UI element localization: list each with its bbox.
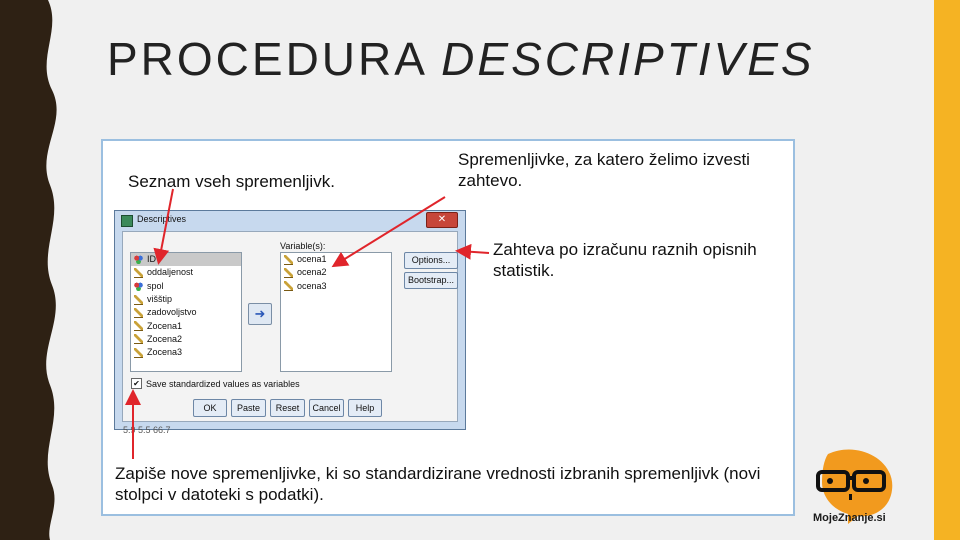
variable-label: višštip: [147, 294, 173, 305]
target-list-label: Variable(s):: [280, 241, 326, 251]
options-button[interactable]: Options...: [404, 252, 458, 269]
cancel-button[interactable]: Cancel: [309, 399, 344, 417]
save-standardized-label: Save standardized values as variables: [146, 378, 300, 389]
variable-label: ID: [147, 254, 156, 265]
annotation-arrows: [103, 141, 793, 514]
annotation-variable-list: Seznam vseh spremenljivk.: [128, 172, 335, 191]
variable-label: zadovoljstvo: [147, 307, 197, 318]
title-plain: PROCEDURA: [107, 33, 426, 85]
variable-label: ocena3: [297, 280, 327, 291]
annotation-target-variables: Spremenljivke, za katero želimo izvesti zahtevo.: [458, 150, 750, 190]
partial-data-row: 5.9 5.5 66.7: [123, 425, 171, 435]
logo-text: MojeZnanje.si: [813, 512, 886, 524]
variable-label: Zocena3: [147, 347, 183, 358]
variable-label: oddaljenost: [147, 267, 194, 278]
annotation-save-standardized: Zapiše nove spremenljivke, ki so standardizirane vrednosti izbranih spremenljivk (novi stolpci v datoteki s podatki).: [115, 464, 761, 504]
annotation-options: Zahteva po izračunu raznih opisnih statistik.: [493, 240, 757, 280]
arrow-to-options: [459, 251, 489, 253]
variable-label: Zocena1: [147, 320, 183, 331]
arrow-to-target-list: [335, 197, 445, 265]
decorative-right-band: [934, 0, 960, 540]
variable-label: Zocena2: [147, 333, 183, 344]
close-icon[interactable]: ✕: [426, 212, 458, 228]
ok-button[interactable]: OK: [193, 399, 227, 417]
decorative-left-band: [0, 0, 70, 540]
paste-button[interactable]: Paste: [231, 399, 266, 417]
variable-label: spol: [147, 280, 164, 291]
reset-button[interactable]: Reset: [270, 399, 305, 417]
bootstrap-button[interactable]: Bootstrap...: [404, 272, 458, 289]
title-italic: DESCRIPTIVES: [441, 33, 815, 85]
dialog-title: Descriptives: [137, 214, 187, 224]
variable-label: ocena1: [297, 254, 327, 265]
move-right-arrow-icon[interactable]: ➜: [248, 303, 272, 325]
variable-label: ocena2: [297, 267, 327, 278]
help-button[interactable]: Help: [348, 399, 382, 417]
checkbox-check-icon[interactable]: ✔: [131, 378, 142, 389]
slide-title: [107, 32, 815, 86]
arrow-to-variable-list: [159, 189, 173, 261]
screenshot-figure: [101, 139, 795, 516]
